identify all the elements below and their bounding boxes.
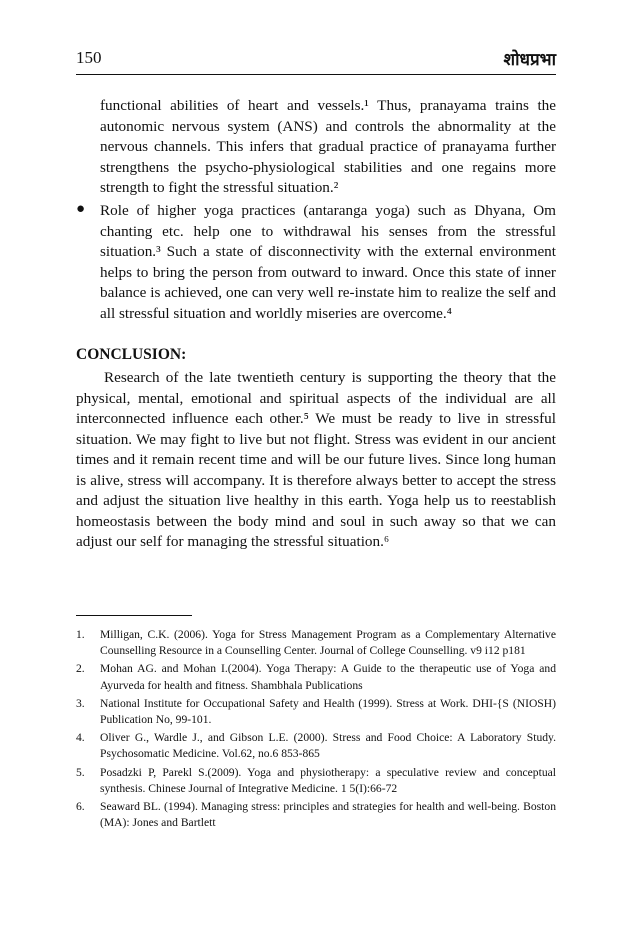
footnote-text: Oliver G., Wardle J., and Gibson L.E. (2000). Stress and Food Choice: A Laboratory Study. Psychosomatic Medicine. Vol.62, no.6 853-865 bbox=[100, 731, 556, 761]
footnote-number: 1. bbox=[76, 628, 85, 641]
bullet-icon: ● bbox=[76, 201, 86, 217]
footnote-item bbox=[76, 661, 556, 693]
footnote-text: Posadzki P, Parekl S.(2009). Yoga and physiotherapy: a speculative review and conceptual synthesis. Chinese Journal of Integrative Medicine. 1 5(I):66-72 bbox=[100, 765, 556, 795]
footnote-number: 5. bbox=[76, 765, 85, 779]
footnote-item bbox=[76, 730, 556, 762]
header-rule bbox=[76, 74, 556, 75]
page-number: 150 bbox=[76, 48, 102, 67]
footnote-item bbox=[76, 765, 556, 797]
footnote-rule bbox=[76, 615, 192, 616]
body-paragraph-1: functional abilities of heart and vessels.¹ Thus, pranayama trains the autonomic nervous system (ANS) and controls the abnormality at the nervous channels. This infers that gradual practice of pranayama further strengthens the psycho-physiological stabilities and one regains more strength to fight the stressful situation.² bbox=[100, 97, 556, 196]
footnote-number: 4. bbox=[76, 731, 85, 745]
footnote-item bbox=[76, 799, 556, 831]
footnote-text: Milligan, C.K. (2006). Yoga for Stress Management Program as a Complementary Alternative Counselling Resource in a Counselling Center. Journal of College Counselling. v9 i12 p181 bbox=[100, 628, 556, 658]
footnote-number: 2. bbox=[76, 662, 85, 676]
footnote-text: Seaward BL. (1994). Managing stress: principles and strategies for health and well-being. Boston (MA): Jones and Bartlett bbox=[100, 800, 556, 830]
page-header bbox=[76, 48, 556, 70]
footnote-item bbox=[76, 696, 556, 728]
journal-name: शोधप्रभा bbox=[503, 50, 556, 69]
footnote-text: National Institute for Occupational Safety and Health (1999). Stress at Work. DHI-{S (NIOSH) Publication No, 99-101. bbox=[100, 696, 556, 727]
footnote-number: 3. bbox=[76, 696, 85, 710]
footnote-text: Mohan AG. and Mohan I.(2004). Yoga Therapy: A Guide to the therapeutic use of Yoga and Ayurveda for health and fitness. Shambhala Publications bbox=[100, 662, 556, 692]
footnote-item bbox=[76, 627, 556, 659]
footnote-number: 6. bbox=[76, 800, 85, 814]
footnotes-list bbox=[76, 627, 556, 833]
conclusion-heading: CONCLUSION: bbox=[76, 346, 187, 363]
conclusion-paragraph: Research of the late twentieth century is supporting the theory that the physical, mental, emotional and spiritual aspects of the individual are all interconnected influence each other.⁵ We must be ready to live in stressful situation. We may fight to live but not flight. Stress was evident in our ancient times and it remain recent time and will be our future lives. Since long human is alive, stress will accompany. It is therefore always better to accept the stress and adjust the situation live healthy in this earth. Yoga help us to reestablish homeostasis between the body mind and soul in such away so that we can adjust our self for managing the stressful situation.⁶ bbox=[76, 369, 556, 550]
bullet-paragraph: Role of higher yoga practices (antaranga yoga) such as Dhyana, Om chanting etc. help one to withdrawal his senses from the stressful situation.³ Such a state of disconnectivity with the external environment helps to bring the person from outward to inward. Once this state of inner balance is achieved, one can very well re-instate him to realize the self and all stressful situation and worldly miseries are overcome.⁴ bbox=[100, 202, 556, 322]
